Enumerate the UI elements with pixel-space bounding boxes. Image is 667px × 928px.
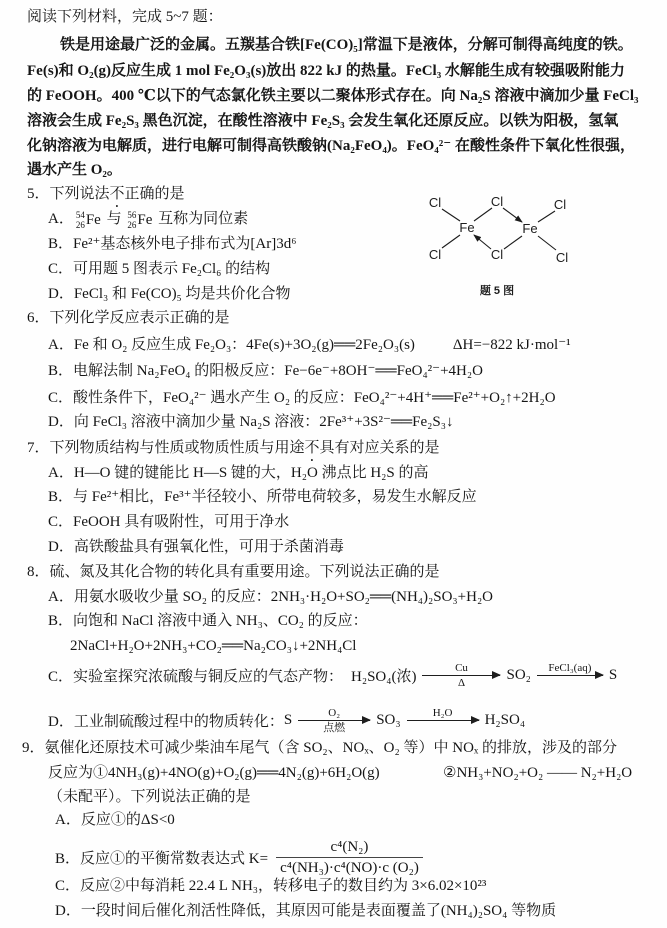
element-symbol: Fe: [137, 211, 153, 228]
isotope-numbers: [76, 210, 85, 230]
q6-option-c: C．酸性条件下，FeO₄²⁻ 遇水产生 O₂ 的反应：FeO₄²⁻+4H⁺══Fe²⁺+O₂↑+2H₂O: [48, 390, 556, 406]
q9-option-b: [55, 835, 423, 879]
reaction-arrow: [537, 661, 603, 690]
q9-option-c: C．反应②中每消耗 22.4 L NH₃，转移电子的数目约为 3×6.02×10²³: [55, 878, 487, 894]
atom-label-cl: Cl: [490, 194, 504, 209]
isotope-fe-54: [76, 208, 101, 232]
atom-label-cl: Cl: [428, 247, 442, 262]
atom-label-cl: Cl: [555, 250, 569, 265]
q8-option-b: B．向饱和 NaCl 溶液中通入 NH₃、CO₂ 的反应：: [48, 613, 368, 629]
bond-line: [538, 211, 555, 222]
atom-label-cl: Cl: [490, 247, 504, 262]
option-label: A．: [48, 211, 74, 227]
q6-option-a: [48, 333, 571, 357]
option-text: B．反应①的平衡常数表达式 K=: [55, 850, 269, 867]
material-line: 遇水产生 O₂。: [27, 162, 122, 178]
arrow-right-icon: [407, 720, 479, 721]
arrow-reagent-label: Cu: [455, 661, 468, 674]
reaction-arrow: [298, 706, 370, 735]
atom-label-fe: Fe: [459, 220, 475, 235]
atom-label-fe: Fe: [522, 221, 538, 236]
dative-bond-arrow: [503, 208, 522, 222]
figure-caption: 题 5 图: [479, 285, 515, 297]
option-text: 与: [102, 211, 126, 227]
arrow-reagent-label: O₂: [328, 706, 341, 719]
option-text: A．Fe 和 O₂ 反应生成 Fe₂O₃：4Fe(s)+3O₂(g)══2Fe₂O₃(s): [48, 337, 415, 353]
stem-emphasis: 不: [109, 186, 125, 202]
q5-option-a: [48, 207, 248, 231]
q7-option-c: C．FeOOH 具有吸附性，可用于净水: [48, 514, 290, 530]
q7-option-b: B．与 Fe²⁺相比，Fe³⁺半径较小、所带电荷较多，易发生水解反应: [48, 489, 477, 505]
reading-instruction: 阅读下列材料，完成 5~7 题：: [27, 9, 223, 25]
option-text: D．工业制硫酸过程中的物质转化：: [48, 713, 284, 730]
atom-label-cl: Cl: [553, 197, 567, 212]
bond-line: [538, 236, 556, 250]
stem-text: 具有对应关系的是: [319, 440, 440, 456]
q8-option-b-equation: 2NaCl+H₂O+2NH₃+CO₂══Na₂CO₃↓+2NH₄Cl: [70, 638, 357, 654]
q9-option-a: A．反应①的ΔS<0: [55, 812, 175, 828]
option-text: C．实验室探究浓硫酸与铜反应的气态产物：: [48, 668, 344, 685]
q6-stem: 6．下列化学反应表示正确的是: [27, 310, 230, 326]
arrow-condition-label: 点燃: [323, 721, 346, 734]
intermediate-product: SO₃: [376, 711, 401, 728]
mass-number: 56: [127, 209, 137, 220]
fe2cl6-structure-figure: [410, 185, 590, 303]
stem-text: 正确的是: [124, 186, 185, 202]
q7-stem: [27, 436, 440, 460]
fraction-numerator: c⁴(N₂): [330, 838, 369, 855]
material-line: 的 FeOOH。400 ℃以下的气态氯化铁主要以二聚体形式存在。向 Na₂S 溶液中滴加少量 FeCl₃: [27, 88, 639, 104]
intermediate-product: SO₂: [506, 666, 531, 683]
bond-line: [474, 208, 492, 221]
q9-reaction-1: 反应为①4NH₃(g)+4NO(g)+O₂(g)══4N₂(g)+6H₂O(g): [48, 765, 380, 781]
option-text: 互称为同位素: [154, 211, 249, 227]
arrow-right-icon: [537, 675, 603, 676]
material-line: 化钠溶液为电解质，进行电解可制得高铁酸钠(Na₂FeO₄)。FeO₄²⁻ 在酸性条件下氧化性很强，: [27, 138, 635, 154]
q5-option-d: D．FeCl₃ 和 Fe(CO)₅ 均是共价化合物: [48, 286, 291, 302]
q6-option-b: B．电解法制 Na₂FeO₄ 的阳极反应：Fe−6e⁻+8OH⁻══FeO₄²⁻+4H₂O: [48, 363, 483, 379]
arrow-condition-label: Δ: [457, 676, 466, 689]
arrow-right-icon: [422, 675, 500, 676]
final-product: H₂SO₄: [484, 711, 526, 728]
element-symbol: Fe: [85, 211, 101, 228]
q5-option-b: B．Fe²⁺基态核外电子排布式为[Ar]3d⁶: [48, 236, 297, 252]
fraction-denominator: c⁴(NH₃)·c⁴(NO)·c (O₂): [276, 857, 423, 878]
q8-option-d: [48, 700, 525, 740]
q5-option-c: C．可用题 5 图表示 Fe₂Cl₆ 的结构: [48, 261, 271, 277]
q9-option-d: D．一段时间后催化剂活性降低，其原因可能是表面覆盖了(NH₄)₂SO₄ 等物质: [55, 903, 557, 919]
q6-option-d: D．向 FeCl₃ 溶液中滴加少量 Na₂S 溶液：2Fe³⁺+3S²⁻══Fe₂S₃↓: [48, 414, 454, 430]
equilibrium-constant-fraction: [276, 837, 423, 878]
material-line: Fe(s)和 O₂(g)反应生成 1 mol Fe₂O₃(s)放出 822 kJ 的热量。FeCl₃ 水解能生成有较强吸附能力: [27, 63, 625, 79]
material-line: 铁是用途最广泛的金属。五羰基合铁[Fe(CO)₅]常温下是液体，分解可制得高纯度的铁。: [60, 37, 633, 53]
q7-option-a: A．H—O 键的键能比 H—S 键的大，H₂O 沸点比 H₂S 的高: [48, 465, 429, 481]
stem-text: 7．下列物质结构与性质或物质性质与用途: [27, 440, 305, 456]
dative-bond-arrow: [474, 235, 491, 249]
material-line: 溶液会生成 Fe₂S₃ 黑色沉淀，在酸性溶液中 Fe₂S₃ 会发生氧化还原反应。以铁为阳极，氢氧: [27, 113, 619, 129]
final-product: S: [608, 666, 618, 683]
reactant: S: [283, 711, 293, 728]
arrow-reagent-label: H₂O: [432, 706, 453, 719]
reaction-arrow: [407, 706, 479, 735]
q8-option-a: A．用氨水吸收少量 SO₂ 的反应：2NH₃·H₂O+SO₂══(NH₄)₂SO₃+H₂O: [48, 589, 494, 605]
bond-line: [504, 236, 522, 249]
q9-stem-line: 9．氨催化还原技术可减少柴油车尾气（含 SO₂、NOₓ、O₂ 等）中 NOₓ 的排放，涉及的部分: [22, 740, 618, 756]
q7-option-d: D．高铁酸盐具有强氧化性，可用于杀菌消毒: [48, 539, 344, 555]
q9-reaction-2: ②NH₃+NO₂+O₂ —— N₂+H₂O: [443, 765, 633, 781]
bond-line: [442, 209, 460, 221]
atom-label-cl: Cl: [428, 195, 442, 210]
reaction-arrow: [422, 661, 500, 690]
bond-line: [442, 235, 460, 248]
enthalpy-change: ΔH=−822 kJ·mol⁻¹: [452, 337, 571, 353]
stem-text: 5．下列说法: [27, 186, 110, 202]
q5-stem: [27, 182, 185, 206]
reactant: H₂SO₄(浓): [351, 668, 417, 685]
stem-emphasis: 不: [304, 440, 320, 456]
atomic-number: 26: [75, 219, 85, 230]
q8-option-c: [48, 655, 617, 695]
q8-stem: 8．硫、氮及其化合物的转化具有重要用途。下列说法正确的是: [27, 564, 440, 580]
atomic-number: 26: [127, 219, 137, 230]
q9-stem-line: （未配平）。下列说法正确的是: [48, 789, 251, 805]
arrow-reagent-label: FeCl₃(aq): [548, 661, 592, 674]
arrow-right-icon: [298, 720, 370, 721]
isotope-fe-56: [127, 208, 152, 232]
isotope-numbers: [127, 210, 136, 230]
mass-number: 54: [75, 209, 85, 220]
